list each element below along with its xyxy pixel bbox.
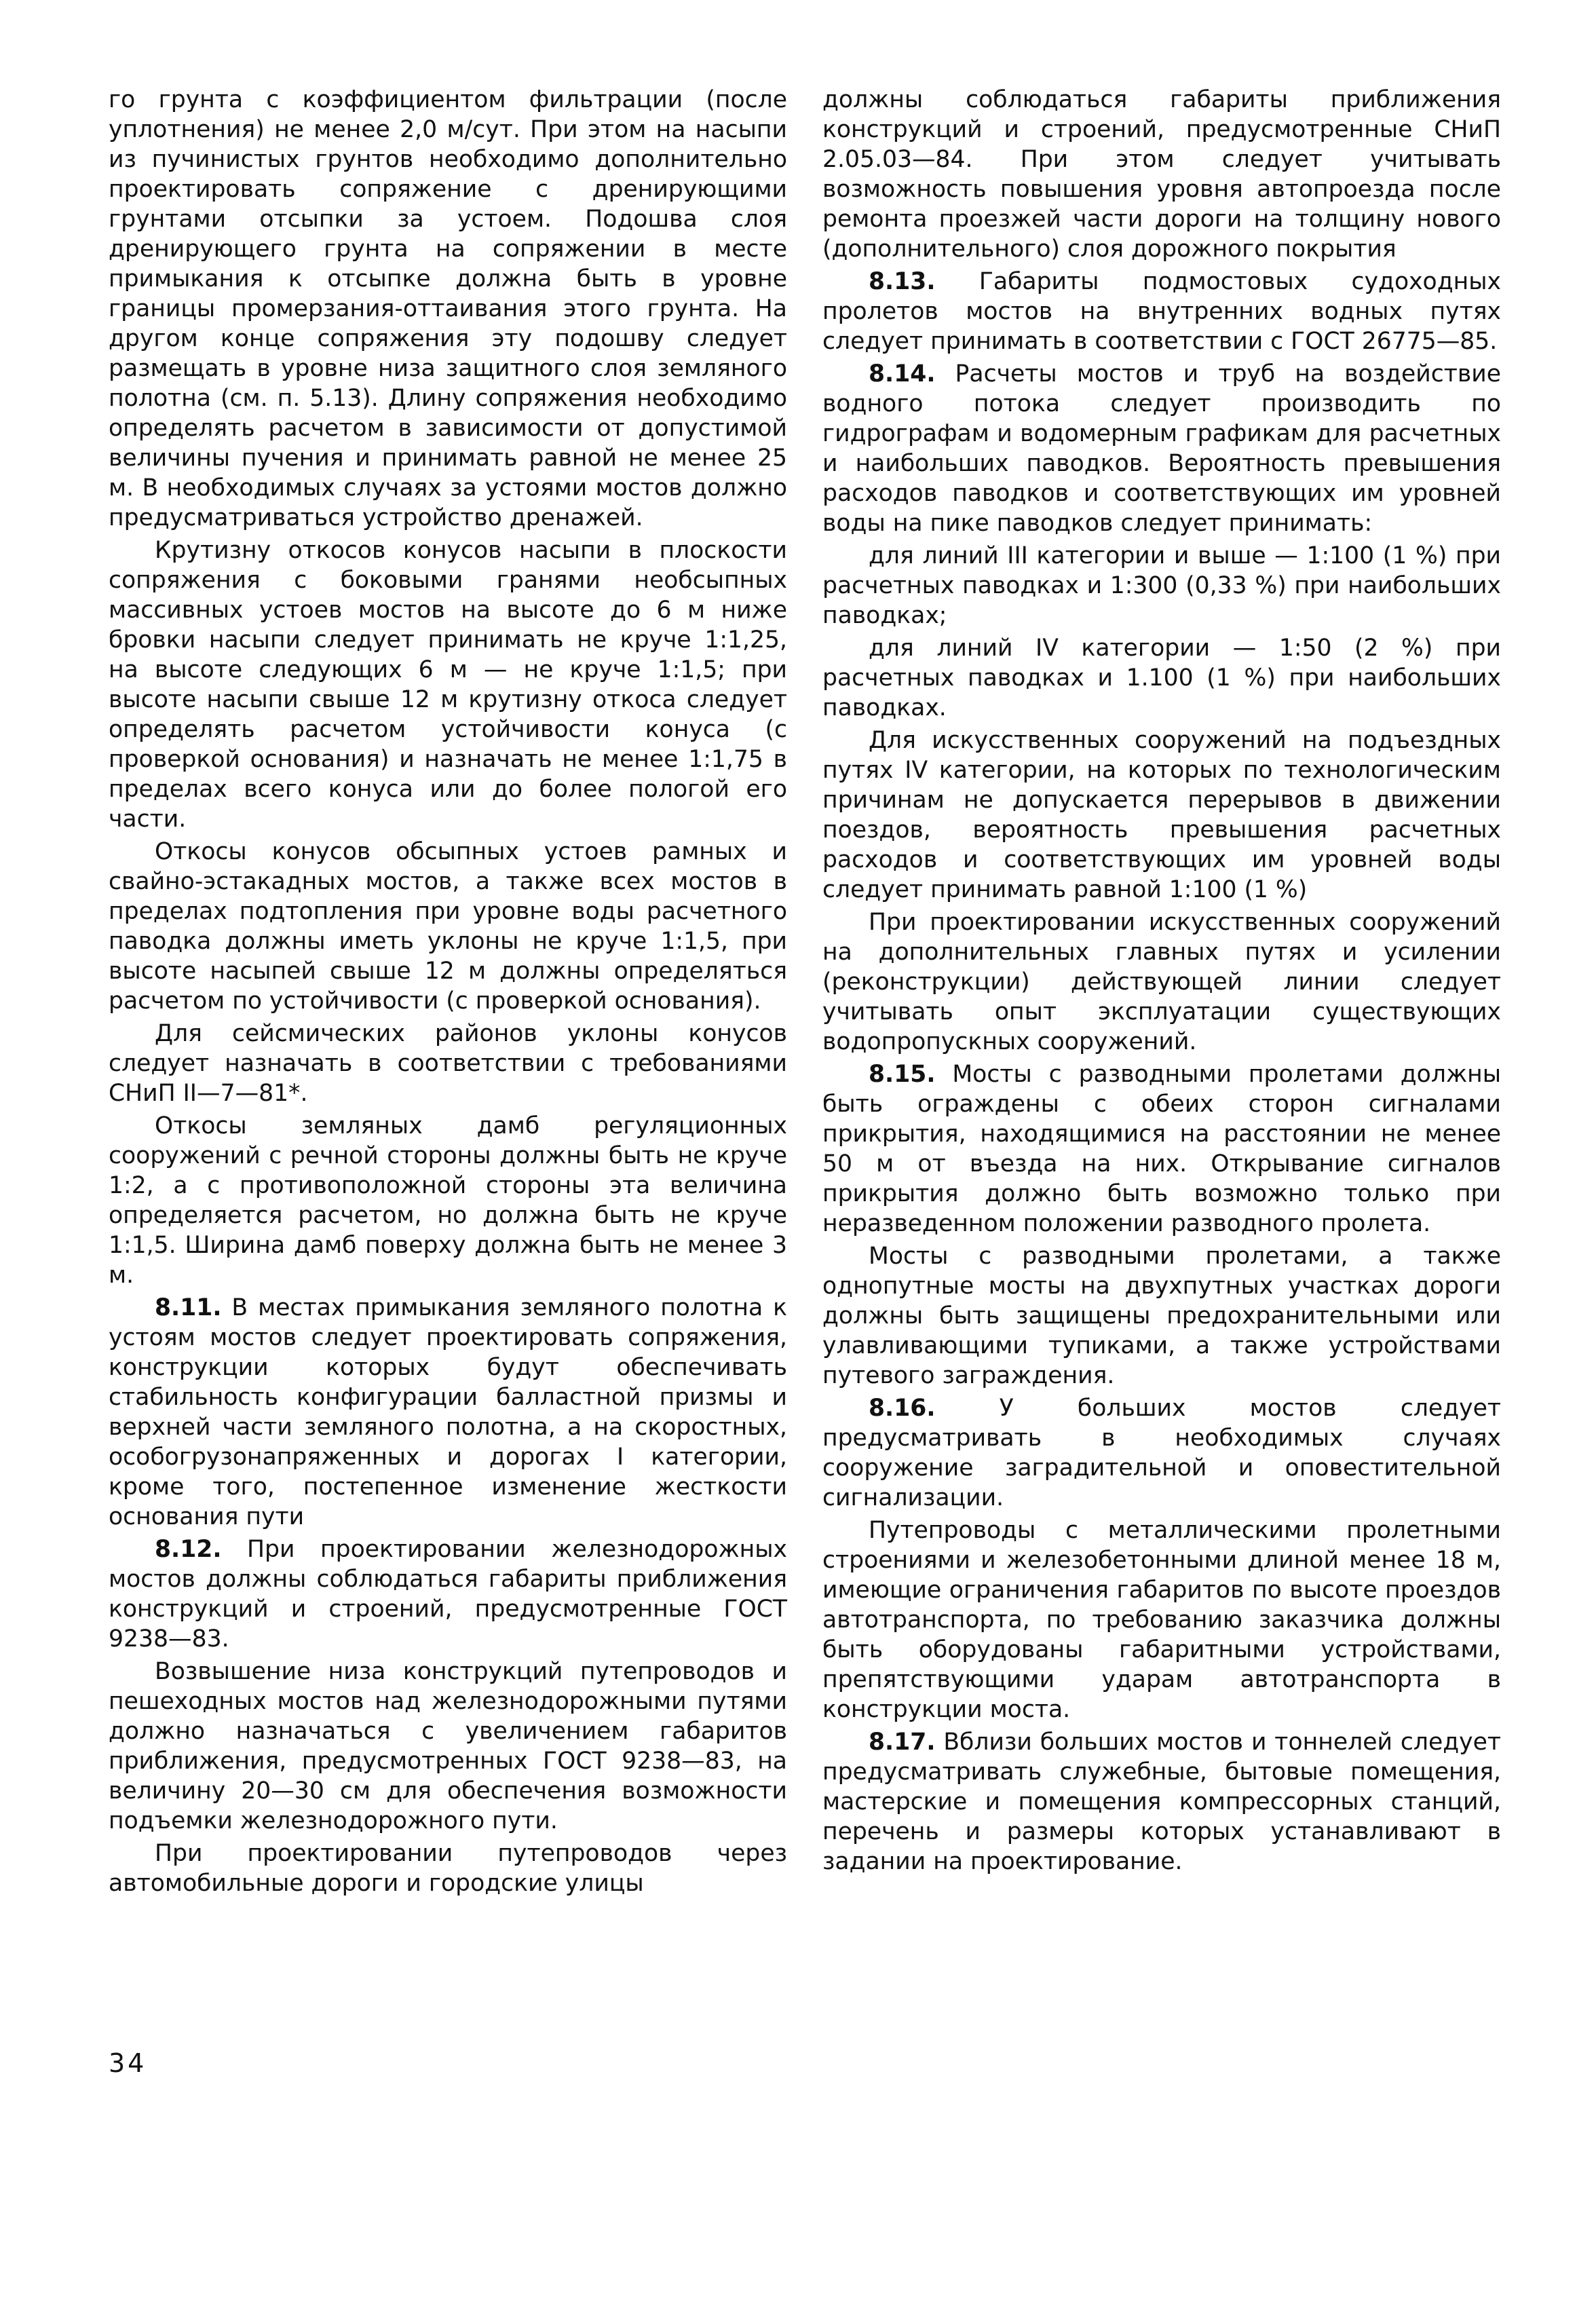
paragraph-text: Для сейсмических районов уклоны конусов следует назначать в соответствии с требованиями СНиП II—7—81*. <box>109 1020 787 1107</box>
paragraph <box>822 907 1501 1057</box>
paragraph-text: для линий III категории и выше — 1:100 (1 %) при расчетных паводках и 1:300 (0,33 %) при наибольших паводках; <box>822 542 1501 629</box>
paragraph-text: При проектировании железнодорожных мостов должны соблюдаться габариты приближения конструкций и строений, предусмотренные ГОСТ 9238—83. <box>109 1536 787 1653</box>
paragraph <box>822 1241 1501 1391</box>
paragraph <box>822 541 1501 630</box>
paragraph <box>109 1293 787 1532</box>
paragraph <box>822 1393 1501 1513</box>
paragraph <box>109 837 787 1016</box>
paragraph <box>109 535 787 834</box>
section-number: 8.17. <box>869 1729 936 1756</box>
paragraph-text: Для искусственных сооружений на подъездных путях IV категории, на которых по технологическим причинам не допускается перерывов в движении поездов, вероятность превышения расчетных расходов и соответствующих им уровней воды следует принимать равной 1:100 (1 %) <box>822 727 1501 903</box>
section-number: 8.14. <box>869 360 936 388</box>
paragraph-text: Вблизи больших мостов и тоннелей следует предусматривать служебные, бытовые помещения, мастерские и помещения компрессорных станций, перечень и размеры которых устанавливают в задании на проектирование. <box>822 1729 1501 1875</box>
left-column <box>109 85 787 1901</box>
page-number: 34 <box>109 2048 147 2078</box>
section-number: 8.15. <box>869 1061 936 1088</box>
right-column <box>822 85 1501 1879</box>
section-number: 8.13. <box>869 268 936 295</box>
paragraph-text: Крутизну откосов конусов насыпи в плоскости сопряжения с боковыми гранями необсыпных массивных устоев мостов на высоте до 6 м ниже бровки насыпи следует принимать не круче 1:1,25, на высоте следующих 6 м — не круче 1:1,5; при высоте насыпи свыше 12 м крутизну откоса следует определять расчетом устойчивости конуса (с проверкой основания) и назначать не менее 1:1,75 в пределах всего конуса или до более пологой его части. <box>109 537 787 833</box>
paragraph-text: В местах примыкания земляного полотна к устоям мостов следует проектировать сопряжения, конструкции которых будут обеспечивать стабильность конфигурации балластной призмы и верхней части земляного полотна, а на скоростных, особогрузонапряженных и дорогах I категории, кроме того, постепенное изменение жесткости основания пути <box>109 1294 787 1530</box>
paragraph-text: Мосты с разводными пролетами, а также однопутные мосты на двухпутных участках дороги должны быть защищены предохранительными или улавливающими тупиками, а также устройствами путевого заграждения. <box>822 1243 1501 1389</box>
paragraph-text: должны соблюдаться габариты приближения конструкций и строений, предусмотренные СНиП 2.05.03—84. При этом следует учитывать возможность повышения уровня автопроезда после ремонта проезжей части дороги на толщину нового (дополнительного) слоя дорожного покрытия <box>822 86 1501 263</box>
paragraph <box>109 1839 787 1898</box>
paragraph-text: для линий IV категории — 1:50 (2 %) при расчетных паводках и 1.100 (1 %) при наибольших паводках. <box>822 635 1501 721</box>
paragraph <box>822 359 1501 538</box>
paragraph-text: Возвышение низа конструкций путепроводов и пешеходных мостов над железнодорожными путями должно назначаться с увеличением габаритов приближения, предусмотренных ГОСТ 9238—83, на величину 20—30 см для обеспечения возможности подъемки железнодорожного пути. <box>109 1658 787 1834</box>
section-number: 8.11. <box>155 1294 222 1321</box>
paragraph-text: При проектировании искусственных сооружений на дополнительных главных путях и усилении (реконструкции) действующей линии следует учитывать опыт эксплуатации существующих водопропускных сооружений. <box>822 909 1501 1055</box>
paragraph <box>822 85 1501 264</box>
paragraph-text: Мосты с разводными пролетами должны быть ограждены с обеих сторон сигналами прикрытия, находящимися на расстоянии не менее 50 м от въезда на них. Открывание сигналов прикрытия должно быть возможно только при неразведенном положении разводного пролета. <box>822 1061 1501 1237</box>
paragraph <box>109 1019 787 1108</box>
paragraph-text: У больших мостов следует предусматривать в необходимых случаях сооружение заградительной и оповестительной сигнализации. <box>822 1395 1501 1511</box>
paragraph-text: При проектировании путепроводов через автомобильные дороги и городские улицы <box>109 1840 787 1897</box>
paragraph <box>822 1515 1501 1724</box>
paragraph-text: Путепроводы с металлическими пролетными строениями и железобетонными длиной менее 18 м, имеющие ограничения габаритов по высоте проездов автотранспорта, по требованию заказчика должны быть оборудованы габаритными устройствами, препятствующими ударам автотранспорта в конструкции моста. <box>822 1517 1501 1723</box>
paragraph <box>822 1059 1501 1239</box>
paragraph <box>109 1657 787 1836</box>
section-number: 8.12. <box>155 1536 222 1563</box>
paragraph-text: Откосы земляных дамб регуляционных сооружений с речной стороны должны быть не круче 1:2, а с противоположной стороны эта величина определяется расчетом, но должна быть не круче 1:1,5. Ширина дамб поверху должна быть не менее 3 м. <box>109 1112 787 1289</box>
paragraph <box>109 1111 787 1290</box>
section-number: 8.16. <box>869 1395 936 1422</box>
paragraph-text: го грунта с коэффициентом фильтрации (после уплотнения) не менее 2,0 м/сут. При этом на насыпи из пучинистых грунтов необходимо дополнительно проектировать сопряжение с дренирующими грунтами отсыпки за устоем. Подошва слоя дренирующего грунта на сопряжении в месте примыкания к отсыпке должна быть в уровне границы промерзания-оттаивания этого грунта. На другом конце сопряжения эту подошву следует размещать в уровне низа защитного слоя земляного полотна (см. п. 5.13). Длину сопряжения необходимо определять расчетом в зависимости от допустимой величины пучения и принимать равной не менее 25 м. В необходимых случаях за устоями мостов должно предусматриваться устройство дренажей. <box>109 86 787 531</box>
paragraph <box>822 1727 1501 1877</box>
paragraph <box>822 633 1501 723</box>
paragraph-text: Откосы конусов обсыпных устоев рамных и свайно-эстакадных мостов, а также всех мостов в пределах подтопления при уровне воды расчетного паводка должны иметь уклоны не круче 1:1,5, при высоте насыпей свыше 12 м должны определяться расчетом по устойчивости (с проверкой основания). <box>109 838 787 1015</box>
paragraph-text: Расчеты мостов и труб на воздействие водного потока следует производить по гидрографам и водомерным графикам для расчетных и наибольших паводков. Вероятность превышения расходов паводков и соответствующих им уровней воды на пике паводков следует принимать: <box>822 360 1501 537</box>
paragraph <box>109 85 787 533</box>
paragraph-text: Габариты подмостовых судоходных пролетов мостов на внутренних водных путях следует принимать в соответствии с ГОСТ 26775—85. <box>822 268 1501 355</box>
paragraph <box>822 267 1501 356</box>
paragraph <box>822 725 1501 905</box>
paragraph <box>109 1534 787 1654</box>
